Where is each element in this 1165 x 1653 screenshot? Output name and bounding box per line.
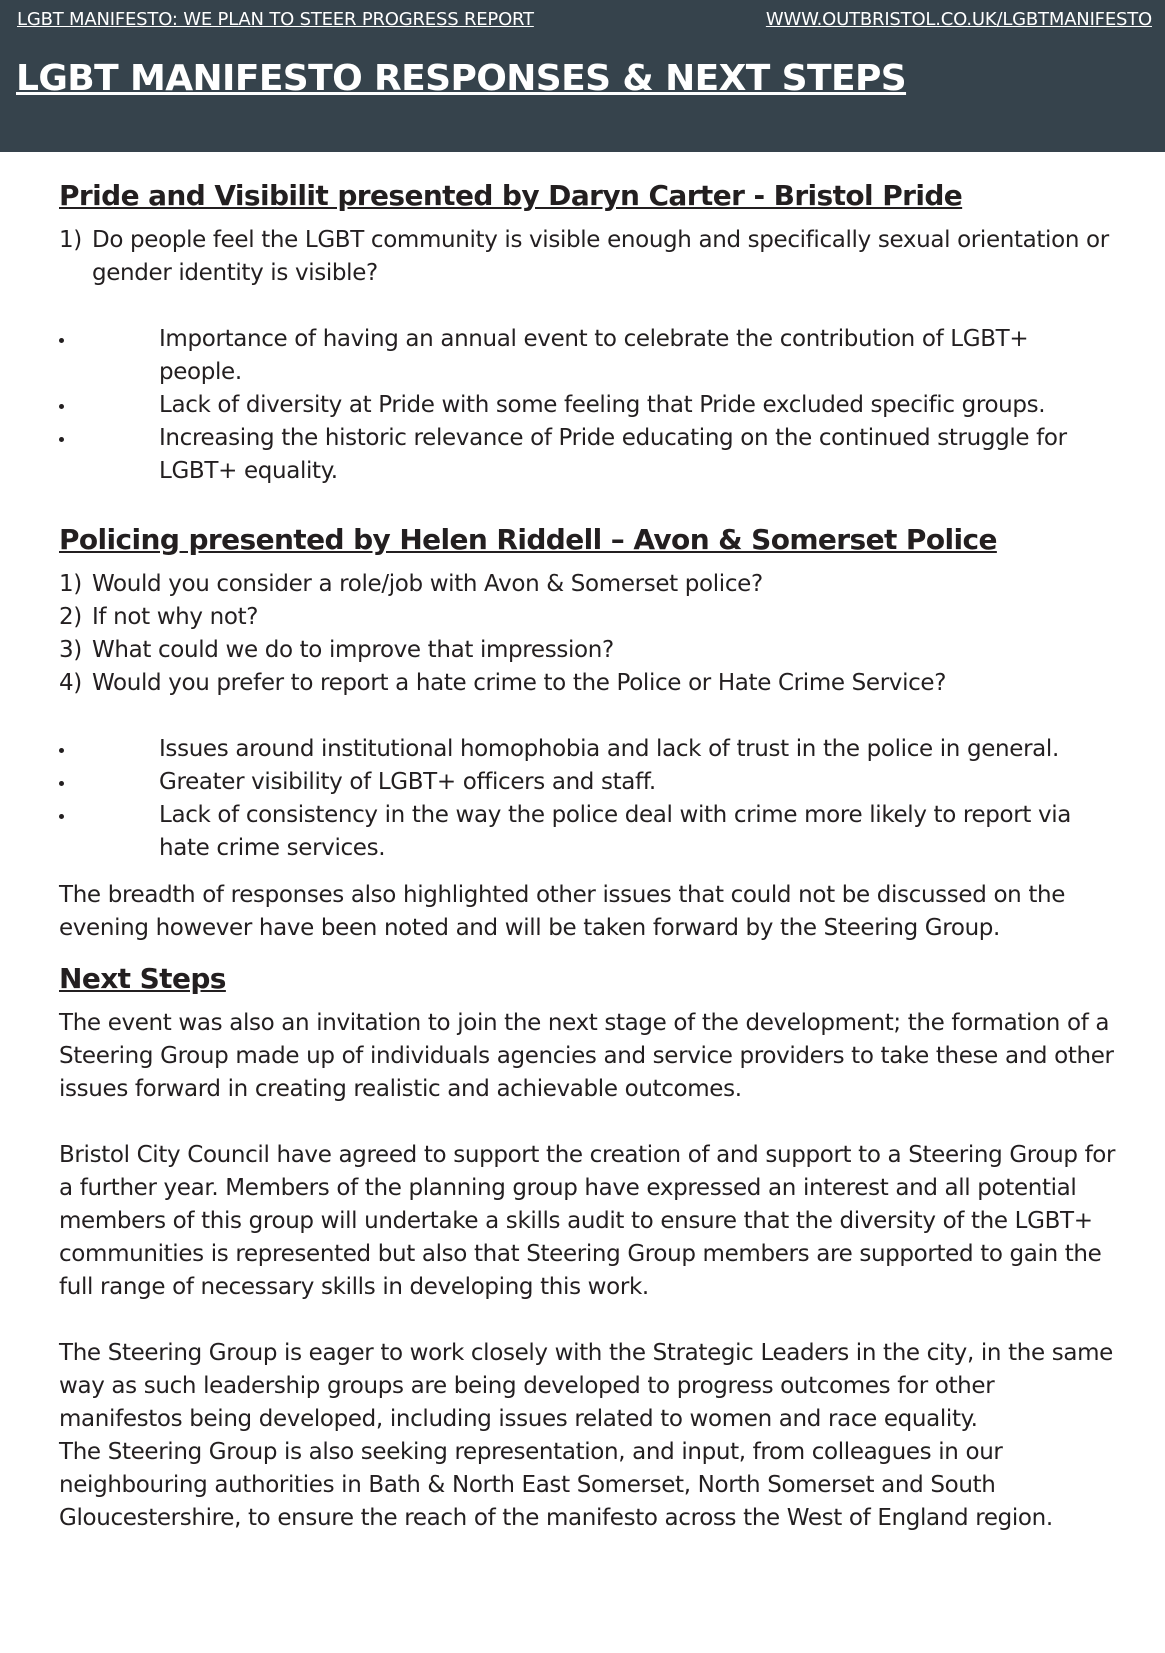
question-item — [59, 568, 1119, 601]
question-number: 3) — [59, 637, 82, 663]
question-number: 1) — [59, 571, 82, 597]
bullet-text: Increasing the historic relevance of Pride educating on the continued struggle for LGBT+ equality. — [159, 425, 1067, 484]
policing-bullets — [59, 733, 1119, 865]
pride-bullets — [59, 323, 1119, 488]
bullet-text: Greater visibility of LGBT+ officers and staff. — [159, 769, 656, 795]
bullet-dot — [59, 781, 64, 786]
bullet-dot — [59, 814, 64, 819]
page-header — [0, 0, 1165, 152]
next-steps-paragraph: The Steering Group is eager to work closely with the Strategic Leaders in the city, in the same way as such leadership groups are being developed to progress outcomes for other manifestos being developed, including issues related to women and race equality. — [59, 1340, 1113, 1432]
question-text: What could we do to improve that impression? — [92, 637, 614, 663]
question-number: 1) — [59, 227, 82, 253]
pride-questions — [59, 224, 1119, 290]
section-heading-pride: Pride and Visibilit presented by Daryn Carter - Bristol Pride — [59, 179, 963, 212]
website-link[interactable]: WWW.OUTBRISTOL.CO.UK/LGBTMANIFESTO — [765, 9, 1152, 30]
bullet-dot — [59, 437, 64, 442]
next-steps-paragraph: The Steering Group is also seeking representation, and input, from colleagues in our neighbouring authorities in Bath & North East Somerset, North Somerset and South Gloucestershire, to ensure the reach of the manifesto across the West of England region. — [59, 1439, 1053, 1531]
next-steps-paragraph: The event was also an invitation to join the next stage of the development; the formation of a Steering Group made up of individuals agencies and service providers to take these and other issues forward in creating realistic and achievable outcomes. — [59, 1010, 1114, 1102]
question-text: Do people feel the LGBT community is visible enough and specifically sexual orientation or gender identity is visible? — [92, 227, 1109, 286]
bullet-text: Issues around institutional homophobia and lack of trust in the police in general. — [159, 736, 1059, 762]
question-item — [59, 224, 1119, 290]
bullet-dot — [59, 338, 64, 343]
bullet-text: Lack of consistency in the way the police deal with crime more likely to report via hate crime services. — [159, 802, 1072, 861]
bullet-text: Importance of having an annual event to celebrate the contribution of LGBT+ people. — [159, 326, 1029, 385]
question-number: 4) — [59, 670, 82, 696]
bullet-item — [59, 799, 1119, 865]
question-text: If not why not? — [92, 604, 259, 630]
question-item — [59, 601, 1119, 634]
section-heading-next-steps: Next Steps — [59, 962, 226, 995]
page-title: LGBT MANIFESTO RESPONSES & NEXT STEPS — [16, 58, 907, 99]
question-text: Would you prefer to report a hate crime to the Police or Hate Crime Service? — [92, 670, 947, 696]
bullet-dot — [59, 748, 64, 753]
report-title: LGBT MANIFESTO: WE PLAN TO STEER PROGRESS REPORT — [17, 9, 534, 30]
next-steps-paragraph: Bristol City Council have agreed to support the creation of and support to a Steering Group for a further year. Members of the planning group have expressed an interest and all potential members of this group will undertake a skills audit to ensure that the diversity of the LGBT+ communities is represented but also that Steering Group members are supported to gain the full range of necessary skills in developing this work. — [59, 1142, 1116, 1300]
bullet-item — [59, 733, 1119, 766]
policing-closing-paragraph: The breadth of responses also highlighted other issues that could not be discussed on the evening however have been noted and will be taken forward by the Steering Group. — [59, 882, 1066, 941]
bullet-item — [59, 422, 1119, 488]
bullet-item — [59, 389, 1119, 422]
question-item — [59, 634, 1119, 667]
bullet-text: Lack of diversity at Pride with some feeling that Pride excluded specific groups. — [159, 392, 1046, 418]
document-body — [59, 176, 1119, 1535]
bullet-item — [59, 766, 1119, 799]
question-text: Would you consider a role/job with Avon & Somerset police? — [92, 571, 763, 597]
policing-questions — [59, 568, 1119, 700]
section-heading-policing: Policing presented by Helen Riddell – Avon & Somerset Police — [59, 523, 997, 556]
bullet-item — [59, 323, 1119, 389]
question-item — [59, 667, 1119, 700]
question-number: 2) — [59, 604, 82, 630]
bullet-dot — [59, 404, 64, 409]
